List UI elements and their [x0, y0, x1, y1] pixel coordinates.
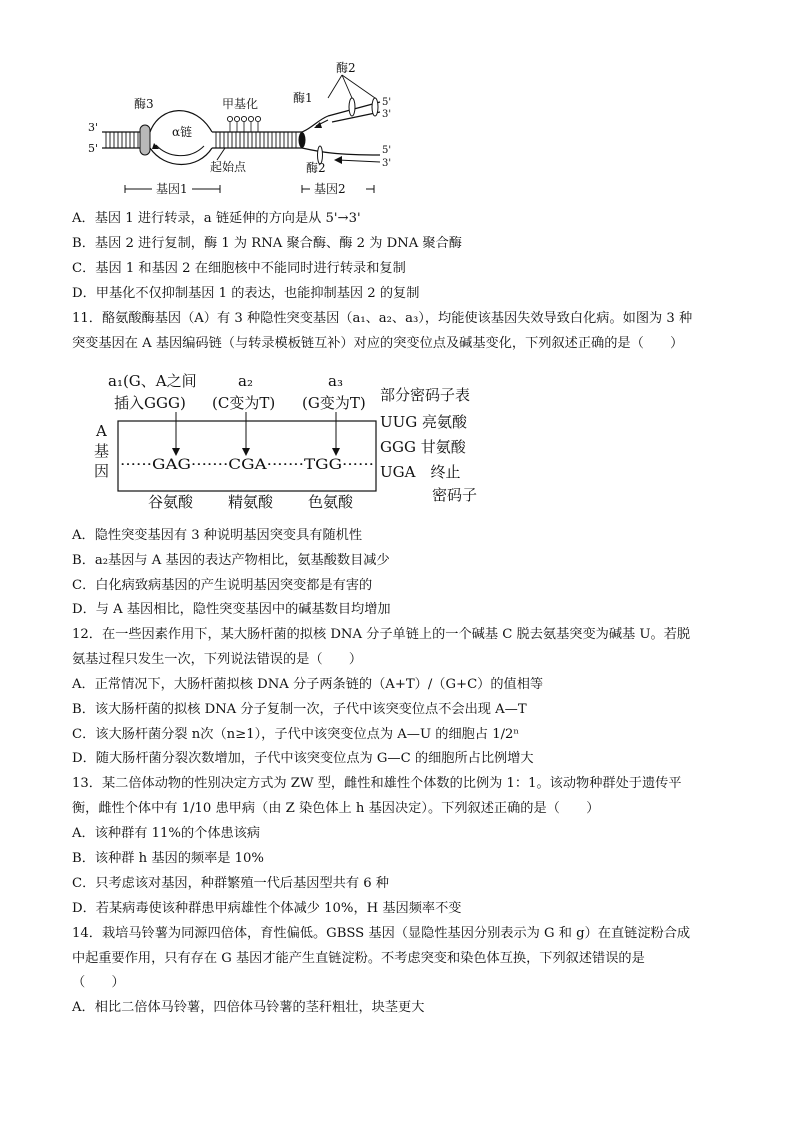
enzyme1-label: 酶1: [293, 91, 313, 105]
right-5b: 5': [382, 145, 392, 156]
q13-stem-2: 衡，雌性个体中有 1/10 患甲病（由 Z 染色体上 h 基因决定）。下列叙述正确的是（ ）: [72, 801, 600, 816]
strand-3-left: 3': [88, 121, 99, 134]
q10-option-b: B．基因 2 进行复制，酶 1 为 RNA 聚合酶、酶 2 为 DNA 聚合酶: [72, 236, 462, 251]
q14-stem-3: （ ）: [72, 975, 125, 990]
q11-stem-1: 11．酪氨酸酶基因（A）有 3 种隐性突变基因（a₁、a₂、a₃），均能使该基因失效导致白化病。如图为 3 种: [72, 311, 693, 326]
q10-option-c: C．基因 1 和基因 2 在细胞核中不能同时进行转录和复制: [72, 261, 406, 276]
q12-option-c: C．该大肠杆菌分裂 n次（n≥1），子代中该突变位点为 A—U 的细胞占 1/2ⁿ: [72, 727, 520, 742]
amino-acid-2: 精氨酸: [228, 493, 274, 510]
q12-option-b: B．该大肠杆菌的拟核 DNA 分子复制一次，子代中该突变位点不会出现 A—T: [72, 702, 527, 717]
gene-label-a: A: [96, 422, 107, 440]
q13-option-c: C．只考虑该对基因，种群繁殖一代后基因型共有 6 种: [72, 876, 389, 891]
gene-label-ji: 基: [94, 442, 110, 460]
q10-option-d: D．甲基化不仅抑制基因 1 的表达，也能抑制基因 2 的复制: [72, 286, 420, 301]
alpha-chain-label: α链: [172, 125, 193, 139]
start-point-label: 起始点: [210, 160, 247, 174]
a1-label: a₁(G、A之间: [108, 372, 197, 390]
right-3a: 3': [382, 109, 392, 120]
methylation-label: 甲基化: [222, 97, 259, 111]
gene-label-yin: 因: [94, 462, 110, 480]
codon-row-3b: 密码子: [432, 486, 478, 504]
q13-option-d: D．若某病毒使该种群患甲病雄性个体减少 10%，H 基因频率不变: [72, 901, 462, 916]
gene1-label: 基因1: [156, 182, 188, 195]
a2-label: a₂: [238, 372, 253, 390]
enzyme2-top-label: 酶2: [336, 61, 356, 75]
q14-option-a: A．相比二倍体马铃薯，四倍体马铃薯的茎秆粗壮，块茎更大: [72, 1000, 425, 1015]
amino-acid-3: 色氨酸: [308, 493, 354, 510]
codon-row-3a: UGA 终止: [380, 463, 461, 481]
a3-sub: (G变为T): [302, 394, 366, 412]
right-3b: 3': [382, 158, 392, 169]
sequence: ······GAG·······CGA·······TGG······: [120, 457, 374, 473]
codon-row-1: UUG 亮氨酸: [380, 413, 468, 431]
codon-table-title: 部分密码子表: [380, 386, 471, 404]
q10-option-a: A．基因 1 进行转录，a 链延伸的方向是从 5'→3': [72, 211, 361, 226]
enzyme3-label: 酶3: [134, 97, 154, 111]
q12-stem-1: 12．在一些因素作用下，某大肠杆菌的拟核 DNA 分子单链上的一个碱基 C 脱去氨基突变为碱基 U。若脱: [72, 627, 691, 642]
gene2-label: 基因2: [314, 182, 346, 195]
q14-stem-1: 14．栽培马铃薯为同源四倍体，育性偏低。GBSS 基因（显隐性基因分别表示为 G 和 g）在直链淀粉合成: [72, 926, 691, 941]
q11-stem-2: 突变基因在 A 基因编码链（与转录模板链互补）对应的突变位点及碱基变化，下列叙述正确的是（ ）: [72, 336, 684, 351]
amino-acid-1: 谷氨酸: [148, 493, 194, 510]
q13-stem-1: 13．某二倍体动物的性别决定方式为 ZW 型，雌性和雄性个体数的比例为 1：1。该动物种群处于遗传平: [72, 776, 682, 791]
q12-option-a: A．正常情况下，大肠杆菌拟核 DNA 分子两条链的（A+T）/（G+C）的值相等: [72, 677, 544, 692]
mutation-figure: [90, 370, 510, 510]
a1-sub: 插入GGG): [114, 394, 186, 412]
q13-option-b: B．该种群 h 基因的频率是 10%: [72, 851, 264, 866]
q11-option-d: D．与 A 基因相比，隐性突变基因中的碱基数目均增加: [72, 602, 391, 617]
strand-5-left: 5': [88, 142, 99, 155]
q12-stem-2: 氨基过程只发生一次，下列说法错误的是（ ）: [72, 652, 363, 667]
q12-option-d: D．随大肠杆菌分裂次数增加，子代中该突变位点为 G—C 的细胞所占比例增大: [72, 751, 534, 766]
a2-sub: (C变为T): [212, 394, 276, 412]
codon-row-2: GGG 甘氨酸: [380, 438, 466, 456]
a3-label: a₃: [328, 372, 343, 390]
q11-option-a: A．隐性突变基因有 3 种说明基因突变具有随机性: [72, 528, 363, 543]
enzyme2-bottom-label: 酶2: [306, 161, 326, 175]
gene-diagram: [80, 60, 400, 195]
q14-stem-2: 中起重要作用，只有存在 G 基因才能产生直链淀粉。不考虑突变和染色体互换，下列叙述错误的是: [72, 951, 645, 966]
q13-option-a: A．该种群有 11%的个体患该病: [72, 826, 261, 841]
q11-option-c: C．白化病致病基因的产生说明基因突变都是有害的: [72, 578, 373, 593]
right-5a: 5': [382, 97, 392, 108]
q11-option-b: B．a₂基因与 A 基因的表达产物相比，氨基酸数目减少: [72, 553, 390, 568]
